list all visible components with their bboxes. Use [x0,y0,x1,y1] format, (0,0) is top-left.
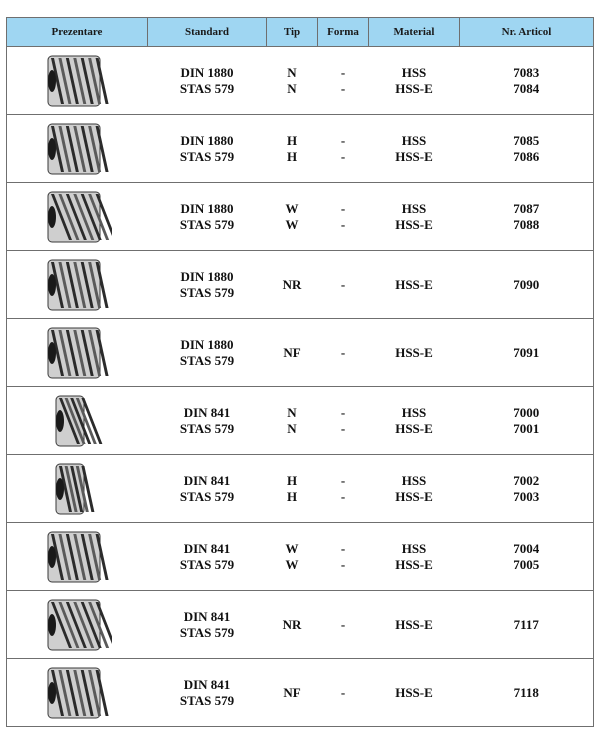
forma-cell-line: - [340,64,346,80]
material-cell [369,115,460,183]
milling-cutter-icon [42,392,112,450]
table-row [7,591,594,659]
material-cell [369,591,460,659]
tip-cell [267,455,318,523]
standard-cell-line: STAS 579 [179,352,235,368]
standard-cell-line: DIN 841 [183,404,231,420]
material-cell-line: HSS [401,200,427,216]
table-row [7,115,594,183]
tip-cell [267,183,318,251]
table-row [7,319,594,387]
forma-cell-line: - [340,488,346,504]
tip-cell-line: NF [283,684,301,700]
nr-articol-cell [460,523,594,591]
prezentare-cell [7,115,148,183]
header-row [7,18,594,47]
milling-cutter-icon [42,256,112,314]
milling-cutter-icon [42,460,112,518]
standard-cell-line: STAS 579 [179,420,235,436]
nr-articol-cell-line: 7091 [513,344,540,360]
tip-cell-line: H [286,488,298,504]
nr-articol-cell-line: 7084 [513,80,540,96]
nr-articol-cell-line: 7000 [513,404,540,420]
table-row [7,455,594,523]
table-row [7,183,594,251]
nr-articol-cell-line: 7004 [513,540,540,556]
material-cell [369,183,460,251]
standard-cell-line: STAS 579 [179,624,235,640]
header-tip: Tip [267,18,318,47]
prezentare-cell [7,319,148,387]
table-row [7,251,594,319]
prezentare-cell [7,47,148,115]
prezentare-cell [7,659,148,727]
product-table-wrapper [6,17,587,727]
forma-cell-line: - [340,540,346,556]
standard-cell-line: DIN 1880 [180,132,234,148]
nr-articol-cell-line: 7003 [513,488,540,504]
forma-cell-line: - [340,148,346,164]
material-cell-line: HSS-E [395,216,433,232]
forma-cell-line: - [340,556,346,572]
nr-articol-cell-line: 7090 [513,276,540,292]
material-cell [369,659,460,727]
nr-articol-cell-line: 7083 [513,64,540,80]
material-cell [369,47,460,115]
table-body [7,47,594,727]
tip-cell-line: H [286,148,298,164]
forma-cell-line: - [340,420,346,436]
forma-cell-line: - [340,404,346,420]
forma-cell [318,47,369,115]
prezentare-cell [7,591,148,659]
nr-articol-cell-line: 7117 [513,616,539,632]
tip-cell-line: W [285,200,299,216]
standard-cell-line: STAS 579 [179,216,235,232]
product-table [6,17,594,727]
milling-cutter-icon [42,324,112,382]
standard-cell-line: DIN 841 [183,540,231,556]
material-cell-line: HSS-E [395,616,433,632]
tip-cell [267,659,318,727]
nr-articol-cell-line: 7005 [513,556,540,572]
tip-cell-line: N [287,404,297,420]
header-prezentare: Prezentare [7,18,148,47]
forma-cell-line: - [340,276,346,292]
nr-articol-cell-line: 7118 [513,684,539,700]
tip-cell-line: H [286,132,298,148]
forma-cell-line: - [340,132,346,148]
forma-cell [318,659,369,727]
prezentare-cell [7,455,148,523]
nr-articol-cell-line: 7002 [513,472,540,488]
tip-cell-line: NR [282,616,302,632]
nr-articol-cell-line: 7085 [513,132,540,148]
material-cell-line: HSS [401,64,427,80]
nr-articol-cell [460,251,594,319]
forma-cell-line: - [340,684,346,700]
material-cell-line: HSS-E [395,488,433,504]
nr-articol-cell-line: 7087 [513,200,540,216]
standard-cell-line: STAS 579 [179,556,235,572]
header-forma: Forma [318,18,369,47]
standard-cell [148,387,267,455]
nr-articol-cell [460,591,594,659]
standard-cell-line: STAS 579 [179,488,235,504]
standard-cell [148,183,267,251]
forma-cell [318,115,369,183]
forma-cell [318,523,369,591]
prezentare-cell [7,523,148,591]
forma-cell [318,387,369,455]
forma-cell-line: - [340,200,346,216]
standard-cell-line: DIN 1880 [180,336,234,352]
standard-cell [148,319,267,387]
standard-cell-line: DIN 1880 [180,268,234,284]
material-cell [369,523,460,591]
standard-cell [148,47,267,115]
table-row [7,523,594,591]
forma-cell-line: - [340,616,346,632]
nr-articol-cell [460,183,594,251]
tip-cell-line: NF [283,344,301,360]
table-row [7,387,594,455]
prezentare-cell [7,387,148,455]
nr-articol-cell [460,319,594,387]
nr-articol-cell [460,387,594,455]
standard-cell-line: DIN 1880 [180,200,234,216]
tip-cell [267,47,318,115]
milling-cutter-icon [42,52,112,110]
forma-cell [318,591,369,659]
tip-cell [267,387,318,455]
tip-cell-line: N [287,64,297,80]
standard-cell-line: DIN 841 [183,472,231,488]
nr-articol-cell [460,47,594,115]
material-cell [369,455,460,523]
material-cell-line: HSS-E [395,684,433,700]
material-cell-line: HSS [401,132,427,148]
nr-articol-cell [460,659,594,727]
tip-cell-line: W [285,556,299,572]
standard-cell-line: STAS 579 [179,148,235,164]
forma-cell-line: - [340,472,346,488]
material-cell-line: HSS-E [395,148,433,164]
material-cell [369,319,460,387]
forma-cell-line: - [340,216,346,232]
forma-cell [318,251,369,319]
material-cell-line: HSS-E [395,556,433,572]
standard-cell-line: STAS 579 [179,284,235,300]
milling-cutter-icon [42,120,112,178]
standard-cell [148,659,267,727]
forma-cell [318,455,369,523]
nr-articol-cell [460,455,594,523]
tip-cell-line: N [287,420,297,436]
standard-cell [148,591,267,659]
prezentare-cell [7,251,148,319]
material-cell-line: HSS-E [395,420,433,436]
milling-cutter-icon [42,664,112,722]
tip-cell [267,115,318,183]
tip-cell [267,251,318,319]
standard-cell-line: DIN 1880 [180,64,234,80]
material-cell-line: HSS [401,540,427,556]
standard-cell-line: DIN 841 [183,608,231,624]
nr-articol-cell-line: 7001 [513,420,540,436]
tip-cell-line: H [286,472,298,488]
header-material: Material [369,18,460,47]
standard-cell-line: STAS 579 [179,692,235,708]
tip-cell-line: W [285,216,299,232]
material-cell-line: HSS [401,404,427,420]
table-row [7,659,594,727]
tip-cell-line: NR [282,276,302,292]
forma-cell [318,183,369,251]
standard-cell-line: DIN 841 [183,676,231,692]
nr-articol-cell-line: 7088 [513,216,540,232]
header-standard: Standard [148,18,267,47]
prezentare-cell [7,183,148,251]
material-cell [369,387,460,455]
tip-cell [267,319,318,387]
milling-cutter-icon [42,596,112,654]
header-nr-articol: Nr. Articol [460,18,594,47]
nr-articol-cell [460,115,594,183]
tip-cell [267,591,318,659]
tip-cell-line: N [287,80,297,96]
material-cell-line: HSS-E [395,344,433,360]
material-cell-line: HSS-E [395,80,433,96]
forma-cell-line: - [340,80,346,96]
milling-cutter-icon [42,528,112,586]
tip-cell [267,523,318,591]
standard-cell [148,251,267,319]
tip-cell-line: W [285,540,299,556]
forma-cell [318,319,369,387]
table-row [7,47,594,115]
standard-cell [148,455,267,523]
forma-cell-line: - [340,344,346,360]
standard-cell [148,523,267,591]
material-cell [369,251,460,319]
standard-cell-line: STAS 579 [179,80,235,96]
standard-cell [148,115,267,183]
material-cell-line: HSS [401,472,427,488]
nr-articol-cell-line: 7086 [513,148,540,164]
material-cell-line: HSS-E [395,276,433,292]
milling-cutter-icon [42,188,112,246]
